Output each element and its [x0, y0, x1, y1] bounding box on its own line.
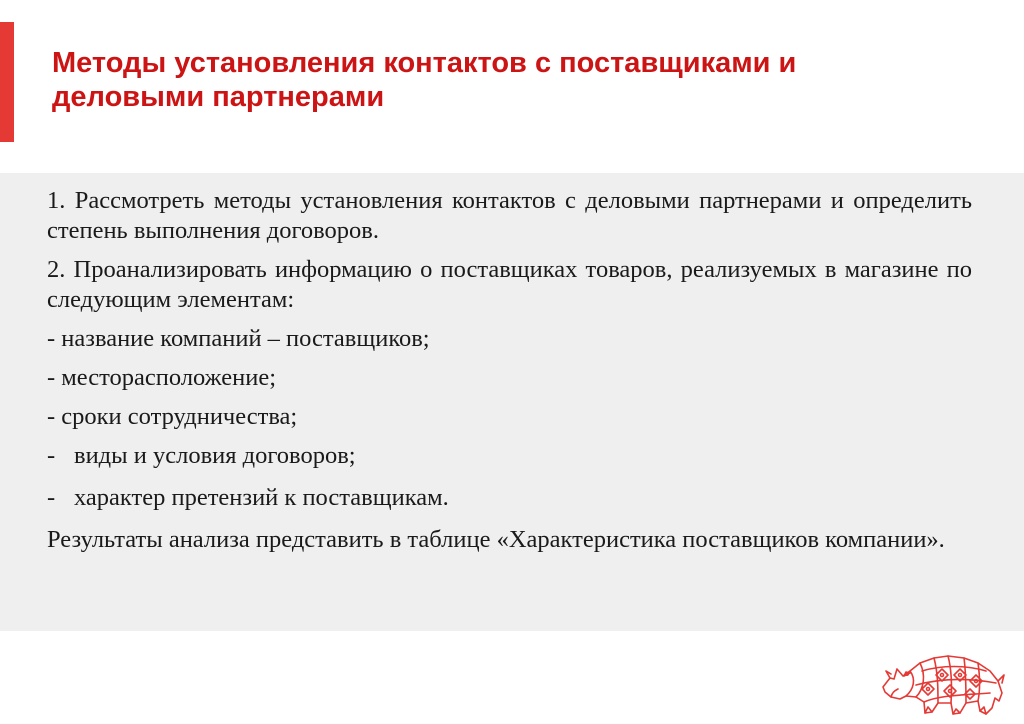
list-item-label: характер претензий к поставщикам.: [74, 484, 449, 511]
task-item-1: 1. Рассмотреть методы установления контактов с деловыми партнерами и определить степень выполнения договоров.: [47, 187, 972, 244]
task-item-2: 2. Проанализировать информацию о поставщиках товаров, реализуемых в магазине по следующим элементам:: [47, 256, 972, 313]
results-instruction: Результаты анализа представить в таблице «Характеристика поставщиков компании».: [47, 526, 945, 553]
list-item-claims: [47, 483, 972, 513]
slide-title-line-1: Методы установления контактов с поставщиками и: [52, 47, 797, 79]
bullet-dash: -: [47, 442, 56, 469]
bullet-dash: -: [47, 484, 56, 511]
rhinoceros-icon: [880, 645, 1010, 717]
list-item-location: - месторасположение;: [47, 364, 277, 391]
list-item-cooperation-terms: - сроки сотрудничества;: [47, 403, 298, 430]
list-item-label: виды и условия договоров;: [74, 442, 356, 469]
slide-title-line-2: деловыми партнерами: [52, 81, 385, 113]
list-item-company-names: - название компаний – поставщиков;: [47, 325, 430, 352]
content-body: [47, 186, 972, 564]
list-item-contract-types: [47, 441, 972, 471]
slide-title: [52, 46, 952, 114]
accent-bar: [0, 22, 14, 142]
